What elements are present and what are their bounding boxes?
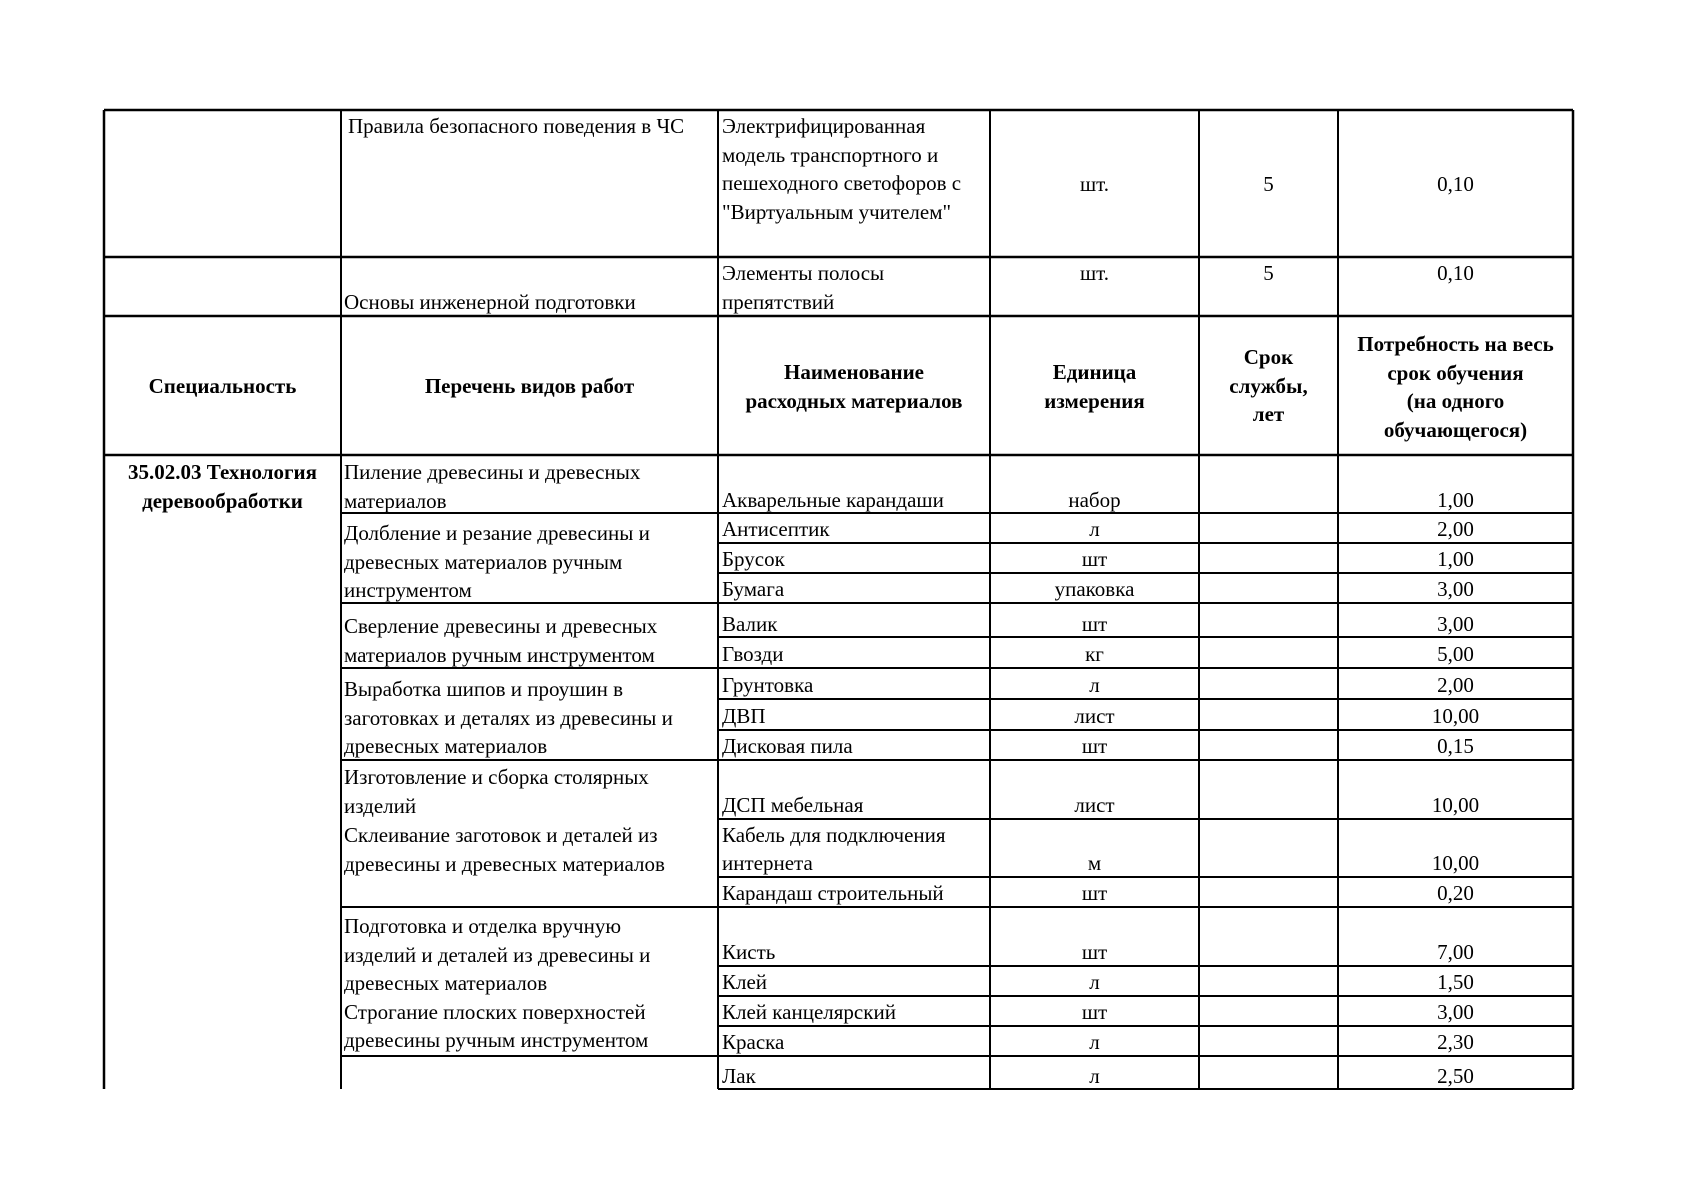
work-cell: Сверление древесины и древесных материалов ручным инструментом bbox=[344, 614, 658, 667]
need-cell: 10,00 bbox=[1431, 793, 1480, 817]
need-cell: 0,10 bbox=[1437, 261, 1474, 285]
header-works: Перечень видов работ bbox=[424, 374, 635, 398]
material-cell: Краска bbox=[722, 1030, 785, 1054]
unit-cell: набор bbox=[1068, 488, 1121, 512]
need-cell: 3,00 bbox=[1437, 1000, 1474, 1024]
service-life-cell: 5 bbox=[1263, 172, 1274, 196]
work-cell: Склеивание заготовок и деталей из древесины и древесных материалов bbox=[344, 823, 665, 876]
need-cell: 2,50 bbox=[1437, 1064, 1474, 1088]
need-cell: 2,30 bbox=[1437, 1030, 1474, 1054]
material-cell: Лак bbox=[722, 1064, 756, 1088]
material-cell: Грунтовка bbox=[722, 673, 814, 697]
service-life-cell: 5 bbox=[1263, 261, 1274, 285]
unit-cell: кг bbox=[1085, 642, 1104, 666]
work-cell: Основы инженерной подготовки bbox=[344, 290, 636, 314]
unit-cell: лист bbox=[1074, 704, 1115, 728]
material-cell: Валик bbox=[722, 612, 778, 636]
unit-cell: шт. bbox=[1079, 261, 1110, 285]
material-cell: ДВП bbox=[722, 704, 766, 728]
header-specialty: Специальность bbox=[148, 374, 297, 398]
unit-cell: шт bbox=[1081, 612, 1108, 636]
work-cell: Правила безопасного поведения в ЧС bbox=[348, 114, 685, 138]
material-cell: Бумага bbox=[722, 577, 785, 601]
need-cell: 1,00 bbox=[1437, 547, 1474, 571]
need-cell: 5,00 bbox=[1437, 642, 1474, 666]
work-cell: Пиление древесины и древесных материалов bbox=[344, 460, 641, 513]
unit-cell: шт bbox=[1081, 1000, 1108, 1024]
unit-cell: шт. bbox=[1079, 172, 1110, 196]
material-cell: ДСП мебельная bbox=[722, 793, 864, 817]
unit-cell: шт bbox=[1081, 734, 1108, 758]
need-cell: 1,50 bbox=[1437, 970, 1474, 994]
material-cell: Антисептик bbox=[722, 517, 830, 541]
unit-cell: м bbox=[1087, 851, 1102, 875]
need-cell: 0,15 bbox=[1437, 734, 1474, 758]
unit-cell: л bbox=[1089, 970, 1100, 994]
need-cell: 3,00 bbox=[1437, 612, 1474, 636]
material-cell: Дисковая пила bbox=[722, 734, 853, 758]
need-cell: 7,00 bbox=[1437, 940, 1474, 964]
unit-cell: л bbox=[1089, 673, 1100, 697]
need-cell: 3,00 bbox=[1437, 577, 1474, 601]
need-cell: 2,00 bbox=[1437, 517, 1474, 541]
specialty-cell: 35.02.03 Технология деревообработки bbox=[128, 460, 317, 513]
header-unit: Единица измерения bbox=[1044, 360, 1145, 413]
material-cell: Электрифицированная модель транспортного и пешеходного светофоров с "Виртуальным учителем" bbox=[722, 114, 962, 224]
material-cell: Брусок bbox=[722, 547, 785, 571]
work-cell: Долбление и резание древесины и древесных материалов ручным инструментом bbox=[344, 521, 650, 602]
need-cell: 10,00 bbox=[1431, 851, 1480, 875]
unit-cell: упаковка bbox=[1054, 577, 1135, 601]
unit-cell: шт bbox=[1081, 547, 1108, 571]
material-cell: Кабель для подключения интернета bbox=[722, 822, 946, 875]
material-cell: Клей канцелярский bbox=[722, 1000, 896, 1024]
material-cell: Элементы полосы препятствий bbox=[722, 261, 885, 314]
material-cell: Акварельные карандаши bbox=[722, 488, 944, 512]
unit-cell: л bbox=[1089, 1030, 1100, 1054]
unit-cell: лист bbox=[1074, 793, 1115, 817]
material-cell: Кисть bbox=[722, 940, 776, 964]
material-cell: Гвозди bbox=[722, 642, 784, 666]
need-cell: 0,10 bbox=[1437, 172, 1474, 196]
work-cell: Подготовка и отделка вручную изделий и деталей из древесины и древесных материалов Строгание плоских поверхностей древесины ручным инструментом bbox=[344, 914, 651, 1052]
unit-cell: л bbox=[1089, 1064, 1100, 1088]
header-need: Потребность на весь срок обучения (на одного обучающегося) bbox=[1357, 332, 1554, 442]
work-cell: Выработка шипов и проушин в заготовках и деталях из древесины и древесных материалов bbox=[344, 677, 673, 758]
unit-cell: л bbox=[1089, 517, 1100, 541]
unit-cell: шт bbox=[1081, 940, 1108, 964]
header-service-life: Срок службы, лет bbox=[1229, 345, 1308, 426]
header-material: Наименование расходных материалов bbox=[745, 360, 963, 413]
need-cell: 1,00 bbox=[1437, 488, 1474, 512]
unit-cell: шт bbox=[1081, 881, 1108, 905]
material-cell: Карандаш строительный bbox=[722, 881, 944, 905]
need-cell: 2,00 bbox=[1437, 673, 1474, 697]
work-cell: Изготовление и сборка столярных изделий bbox=[344, 765, 649, 818]
need-cell: 0,20 bbox=[1437, 881, 1474, 905]
material-cell: Клей bbox=[722, 970, 768, 994]
need-cell: 10,00 bbox=[1431, 704, 1480, 728]
